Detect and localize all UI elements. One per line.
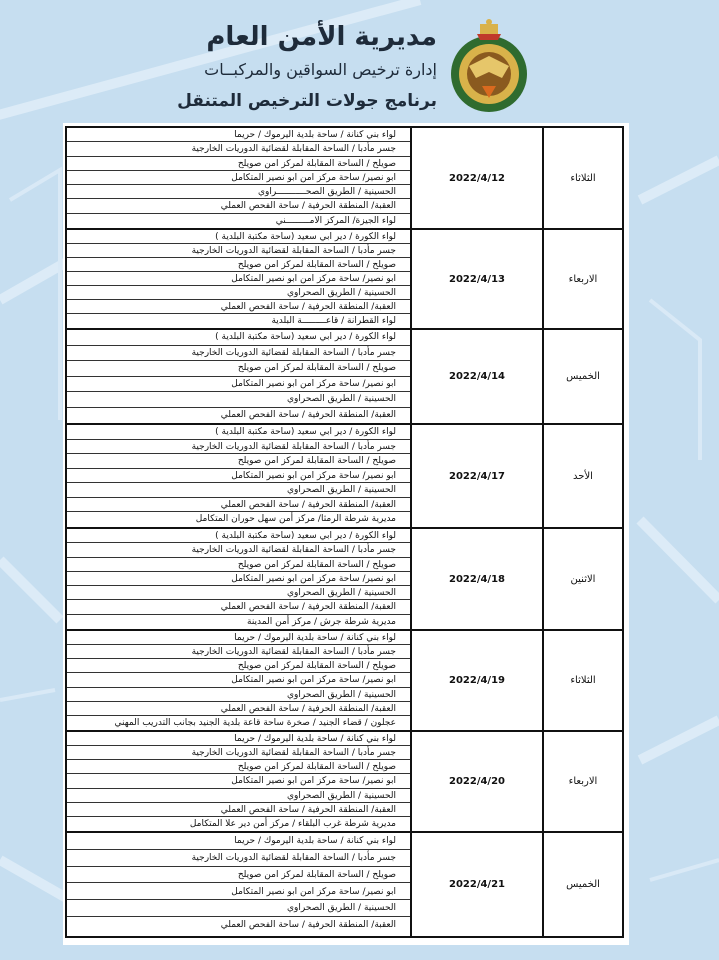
location-line: صويلح / الساحة المقابلة لمركز امن صويلح [67, 157, 410, 171]
location-line: صويلح / الساحة المقابلة لمركز امن صويلح [67, 867, 410, 884]
location-line: مديرية شرطة الرمثا/ مركز أمن سهل حوران المتكامل [195, 514, 396, 525]
department-subtitle: إدارة ترخيص السواقين والمركبــات [204, 60, 437, 79]
location-line: صويلح / الساحة المقابلة لمركز امن صويلح [67, 558, 410, 572]
locations-cell [67, 128, 410, 228]
location-line: جسر مأدبا / الساحة المقابلة لقضائية الدوريات الخارجية [67, 645, 410, 659]
location-line: جسر مأدبا / الساحة المقابلة لقضائية الدوريات الخارجية [67, 244, 410, 258]
location-line: الحسينية / الطريق الصحراوي [67, 286, 410, 300]
schedule-row [67, 529, 622, 631]
public-security-emblem-icon [444, 16, 534, 116]
location-line: الحسينية / الطريق الصحراوي [67, 586, 410, 600]
location-line: العقبة/ المنطقة الحرفية / ساحة الفحص العملي [67, 498, 410, 513]
location-line: ابو نصير/ ساحة مركز امن ابو نصير المتكامل [67, 171, 410, 185]
day-cell: الثلاثاء [542, 128, 622, 228]
day-cell: الخميس [542, 833, 622, 936]
schedule-row [67, 425, 622, 529]
program-title: برنامج جولات الترخيص المتنقل [177, 91, 437, 111]
location-line: لواء بني كنانة / ساحة بلدية اليرموك / حريما [67, 732, 410, 746]
date-cell: 2022/4/12 [410, 128, 542, 228]
location-line: الحسينية / الطريق الصحراوي [67, 900, 410, 917]
locations-cell [67, 529, 410, 629]
schedule-row [67, 230, 622, 330]
location-line: الحسينية / الطريق الصحراوي [67, 789, 410, 803]
date-cell: 2022/4/21 [410, 833, 542, 936]
location-line: صويلح / الساحة المقابلة لمركز امن صويلح [67, 760, 410, 774]
location-line: صويلح / الساحة المقابلة لمركز امن صويلح [67, 258, 410, 272]
location-line: العقبة/ المنطقة الحرفية / ساحة الفحص العملي [67, 702, 410, 716]
location-line: لواء بني كنانة / ساحة بلدية اليرموك / حريما [67, 128, 410, 142]
location-line: ابو نصير/ ساحة مركز امن ابو نصير المتكامل [67, 774, 410, 788]
location-line: لواء بني كنانة / ساحة بلدية اليرموك / حريما [67, 631, 410, 645]
schedule-row [67, 833, 622, 936]
day-cell: الاربعاء [542, 732, 622, 831]
day-cell: الأحد [542, 425, 622, 527]
date-cell: 2022/4/18 [410, 529, 542, 629]
location-line: جسر مأدبا / الساحة المقابلة لقضائية الدوريات الخارجية [67, 746, 410, 760]
schedule-sheet [63, 123, 629, 945]
locations-cell [67, 425, 410, 527]
locations-cell [67, 230, 410, 328]
location-line: الحسينية / الطريق الصحـــــــــــراوي [67, 185, 410, 199]
location-line: العقبة/ المنطقة الحرفية / ساحة الفحص العملي [220, 409, 396, 420]
locations-cell [67, 631, 410, 730]
location-line: عجلون / قضاء الجنيد / صخرة ساحة قاعة بلدية الجنيد بجانب التدريب المهني [114, 717, 396, 728]
location-line: مديرية شرطة غرب البلقاء / مركز أمن دير علا المتكامل [189, 818, 396, 829]
schedule-row [67, 631, 622, 732]
page-title: مديرية الأمن العام [206, 22, 437, 52]
location-line: لواء الكورة / دير ابي سعيد (ساحة مكتبة البلدية ) [67, 425, 410, 440]
location-line: جسر مأدبا / الساحة المقابلة لقضائية الدوريات الخارجية [67, 142, 410, 156]
location-line: جسر مأدبا / الساحة المقابلة لقضائية الدوريات الخارجية [67, 440, 410, 455]
date-cell: 2022/4/20 [410, 732, 542, 831]
location-line: لواء بني كنانة / ساحة بلدية اليرموك / حريما [67, 833, 410, 850]
location-line: العقبة/ المنطقة الحرفية / ساحة الفحص العملي [67, 803, 410, 817]
location-line: جسر مأدبا / الساحة المقابلة لقضائية الدوريات الخارجية [67, 543, 410, 557]
date-cell: 2022/4/19 [410, 631, 542, 730]
location-line: مديرية شرطة جرش / مركز أمن المدينة [247, 616, 396, 627]
location-line: ابو نصير/ ساحة مركز امن ابو نصير المتكامل [67, 272, 410, 286]
schedule-row [67, 330, 622, 425]
locations-cell [67, 330, 410, 423]
location-line: صويلح / الساحة المقابلة لمركز امن صويلح [67, 659, 410, 673]
day-cell: الاثنين [542, 529, 622, 629]
location-line: العقبة/ المنطقة الحرفية / ساحة الفحص العملي [67, 600, 410, 614]
location-line: ابو نصير/ ساحة مركز امن ابو نصير المتكامل [67, 469, 410, 484]
location-line: جسر مأدبا / الساحة المقابلة لقضائية الدوريات الخارجية [67, 850, 410, 867]
schedule-row [67, 732, 622, 833]
location-line: لواء الكورة / دير ابي سعيد (ساحة مكتبة البلدية ) [67, 529, 410, 543]
schedule-row [67, 128, 622, 230]
location-line: الحسينية / الطريق الصحراوي [67, 688, 410, 702]
location-line: ابو نصير/ ساحة مركز امن ابو نصير المتكامل [67, 377, 410, 393]
location-line: لواء الجيزة/ المركز الامـــــــــني [275, 215, 396, 226]
location-line: الحسينية / الطريق الصحراوي [67, 392, 410, 408]
location-line: ابو نصير/ ساحة مركز امن ابو نصير المتكامل [67, 673, 410, 687]
location-line: الحسينية / الطريق الصحراوي [67, 483, 410, 498]
day-cell: الاربعاء [542, 230, 622, 328]
location-line: لواء الكورة / دير ابي سعيد (ساحة مكتبة البلدية ) [67, 230, 410, 244]
location-line: لواء القطرانة / قاعـــــــــة البلدية [271, 316, 396, 326]
location-line: العقبة/ المنطقة الحرفية / ساحة الفحص العملي [220, 920, 396, 931]
day-cell: الثلاثاء [542, 631, 622, 730]
date-cell: 2022/4/13 [410, 230, 542, 328]
location-line: صويلح / الساحة المقابلة لمركز امن صويلح [67, 454, 410, 469]
location-line: صويلح / الساحة المقابلة لمركز امن صويلح [67, 361, 410, 377]
locations-cell [67, 833, 410, 936]
location-line: جسر مأدبا / الساحة المقابلة لقضائية الدوريات الخارجية [67, 346, 410, 362]
location-line: العقبة/ المنطقة الحرفية / ساحة الفحص العملي [67, 199, 410, 213]
location-line: العقبة/ المنطقة الحرفية / ساحة الفحص العملي [67, 300, 410, 314]
locations-cell [67, 732, 410, 831]
schedule-table [65, 126, 624, 938]
date-cell: 2022/4/17 [410, 425, 542, 527]
page-header [0, 0, 719, 122]
date-cell: 2022/4/14 [410, 330, 542, 423]
location-line: لواء الكورة / دير ابي سعيد (ساحة مكتبة البلدية ) [67, 330, 410, 346]
location-line: ابو نصير/ ساحة مركز امن ابو نصير المتكامل [67, 572, 410, 586]
location-line: ابو نصير/ ساحة مركز امن ابو نصير المتكامل [67, 884, 410, 901]
day-cell: الخميس [542, 330, 622, 423]
